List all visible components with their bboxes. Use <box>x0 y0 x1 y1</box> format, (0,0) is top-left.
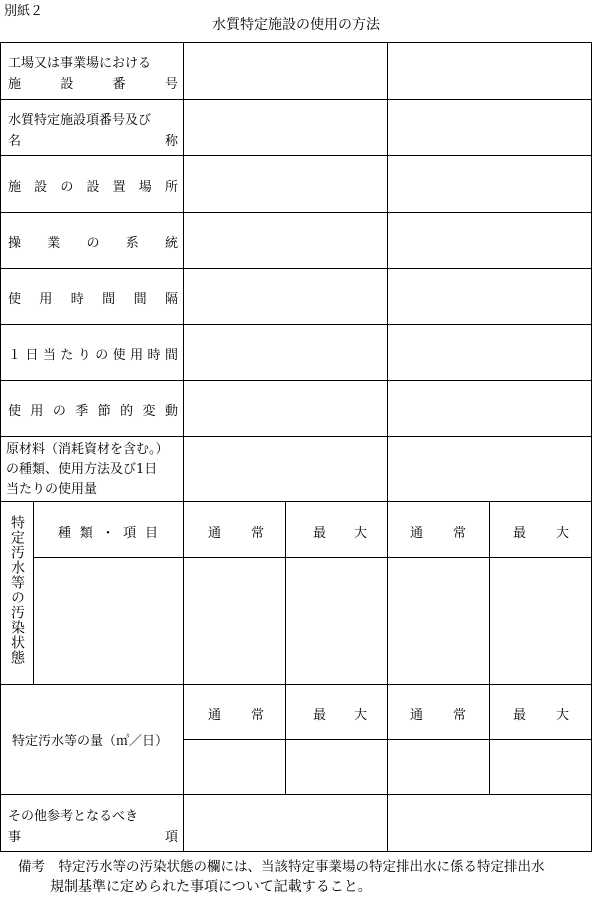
location-label <box>8 176 178 195</box>
row-line <box>0 380 592 381</box>
label-char: 類 <box>79 526 93 541</box>
label-char: 大 <box>353 708 367 723</box>
col-line <box>489 501 490 794</box>
label-char: 施 <box>8 77 22 92</box>
materials-line: 原材料（消耗資材を含む。） <box>6 442 169 457</box>
row-line <box>0 212 592 213</box>
label-char: 場 <box>138 180 152 195</box>
label-char: 当 <box>42 348 56 363</box>
row-line <box>33 557 592 558</box>
label-char: 大 <box>353 526 367 541</box>
materials-line: の種類、使用方法及び1日 <box>6 462 158 477</box>
label-char: 目 <box>144 526 158 541</box>
label-char: 用 <box>130 348 144 363</box>
remarks-line: 規制基準に定められた事項について記載すること。 <box>50 879 372 895</box>
label-char: 常 <box>250 526 264 541</box>
remarks-note <box>18 857 588 897</box>
facility-number-label <box>8 52 178 92</box>
label-char: 大 <box>555 526 569 541</box>
label-char: １ <box>8 348 22 363</box>
label-char: 大 <box>555 708 569 723</box>
other-line1: その他参考となるべき <box>8 809 139 824</box>
remarks-line: 備考 特定汚水等の汚染状態の欄には、当該特定事業場の特定排出水に係る特定排出水 <box>18 859 545 875</box>
label-char: ・ <box>101 526 115 541</box>
label-char: 常 <box>452 708 466 723</box>
max-header-3 <box>313 704 367 723</box>
table-border-left <box>0 42 1 852</box>
label-char: の <box>52 404 66 419</box>
label-char: 時 <box>70 292 84 307</box>
row-line <box>0 436 592 437</box>
usage-interval-label <box>8 288 178 307</box>
label-char: り <box>77 348 91 363</box>
label-char: 節 <box>97 404 111 419</box>
label-char: 所 <box>164 180 178 195</box>
normal-header-4 <box>410 704 466 723</box>
pollution-state-label: 特定汚水等の汚染状態 <box>9 515 25 665</box>
label-char: 最 <box>513 708 527 723</box>
label-char: 通 <box>410 708 424 723</box>
row-line <box>0 684 592 685</box>
label-char: 最 <box>313 708 327 723</box>
col-line <box>33 501 34 684</box>
materials-label <box>6 440 182 500</box>
other-label <box>8 805 178 845</box>
facility-number-line1: 工場又は事業場における <box>8 56 152 71</box>
label-char: 使 <box>112 348 126 363</box>
label-char: 常 <box>452 526 466 541</box>
col-line <box>387 501 388 794</box>
label-char: 種 <box>58 526 72 541</box>
col-line <box>183 42 184 501</box>
label-char: 番 <box>112 77 126 92</box>
label-char: の <box>60 180 74 195</box>
label-char: 事 <box>8 830 22 845</box>
label-char: 項 <box>164 830 178 845</box>
label-char: 号 <box>164 77 178 92</box>
label-char: 通 <box>410 526 424 541</box>
label-char: 設 <box>34 180 48 195</box>
form-table <box>0 42 592 852</box>
operation-label <box>8 232 178 251</box>
kind-item-header <box>58 522 158 541</box>
form-title: 水質特定施設の使用の方法 <box>212 17 380 33</box>
table-border-top <box>0 42 592 43</box>
label-char: 間 <box>164 348 178 363</box>
materials-line: 当たりの使用量 <box>6 482 98 497</box>
facility-number-line2 <box>8 73 178 92</box>
row-line <box>0 501 592 502</box>
label-char: 使 <box>8 292 22 307</box>
label-char: 置 <box>112 180 126 195</box>
label-char: 設 <box>60 77 74 92</box>
daily-hours-label <box>8 344 178 363</box>
row-line <box>0 794 592 795</box>
row-line <box>0 324 592 325</box>
amount-label: 特定汚水等の量（㎥／日） <box>12 734 169 749</box>
normal-header-1 <box>208 522 264 541</box>
label-char: 常 <box>250 708 264 723</box>
normal-header-2 <box>410 522 466 541</box>
label-char: 時 <box>147 348 161 363</box>
col-line <box>285 501 286 794</box>
label-char: 最 <box>313 526 327 541</box>
item-number-line1: 水質特定施設項番号及び <box>8 113 152 128</box>
row-line <box>0 155 592 156</box>
row-line <box>0 99 592 100</box>
label-char: 使 <box>8 404 22 419</box>
max-header-4 <box>513 704 569 723</box>
label-char: 通 <box>208 708 222 723</box>
max-header-2 <box>513 522 569 541</box>
max-header-1 <box>313 522 367 541</box>
label-char: 動 <box>164 404 178 419</box>
label-char: 最 <box>513 526 527 541</box>
label-char: 間 <box>102 292 116 307</box>
item-number-line2 <box>8 130 178 149</box>
col-line <box>183 794 184 852</box>
row-line <box>0 268 592 269</box>
label-char: 隔 <box>164 292 178 307</box>
label-char: 設 <box>86 180 100 195</box>
label-char: 通 <box>208 526 222 541</box>
label-char: た <box>60 348 74 363</box>
col-line <box>387 42 388 501</box>
label-char: 業 <box>47 236 61 251</box>
label-char: の <box>86 236 100 251</box>
label-char: の <box>95 348 109 363</box>
label-char: 統 <box>164 236 178 251</box>
seasonal-label <box>8 400 178 419</box>
other-line2 <box>8 826 178 845</box>
label-char: 間 <box>133 292 147 307</box>
label-char: 施 <box>8 180 22 195</box>
label-char: 名 <box>8 134 22 149</box>
label-char: 変 <box>142 404 156 419</box>
col-line <box>387 794 388 852</box>
label-char: 称 <box>164 134 178 149</box>
label-char: 日 <box>25 348 39 363</box>
label-char: 用 <box>30 404 44 419</box>
table-border-bottom <box>0 851 592 852</box>
label-char: 用 <box>39 292 53 307</box>
item-number-name-label <box>8 109 178 149</box>
label-char: 系 <box>125 236 139 251</box>
col-line <box>183 501 184 794</box>
label-char: 的 <box>120 404 134 419</box>
normal-header-3 <box>208 704 264 723</box>
label-char: 季 <box>75 404 89 419</box>
label-char: 操 <box>8 236 22 251</box>
label-char: 項 <box>123 526 137 541</box>
document-label: 別紙２ <box>4 4 44 19</box>
